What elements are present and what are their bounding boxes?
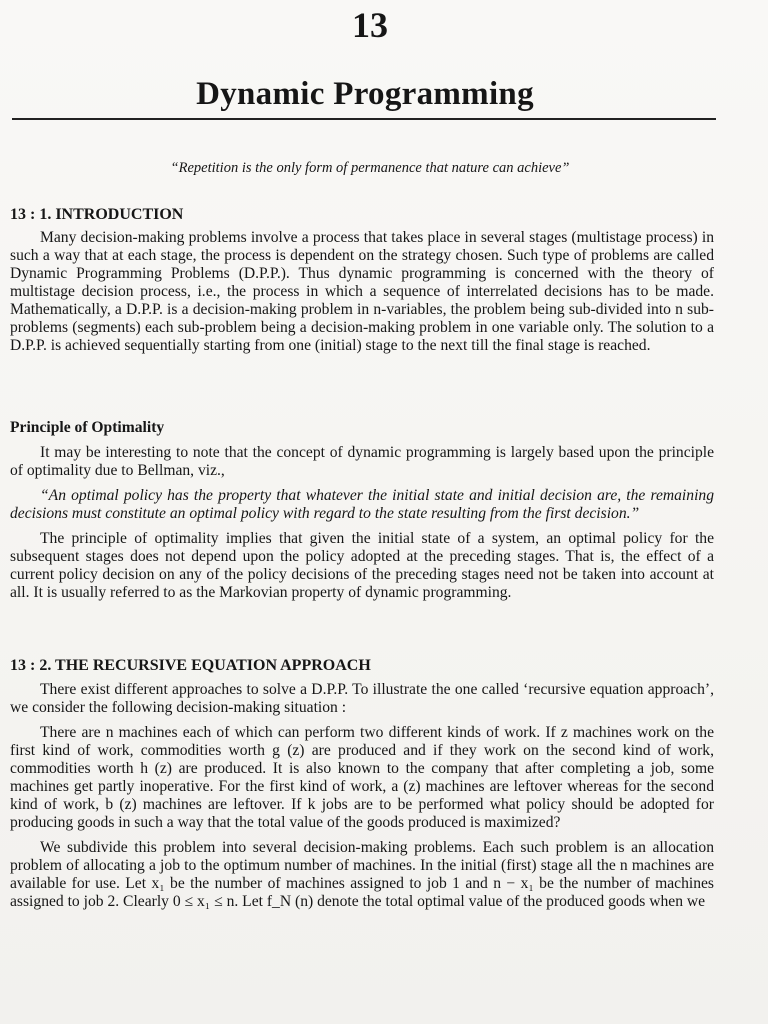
chapter-title: Dynamic Programming (196, 76, 534, 112)
section-introduction (10, 206, 714, 355)
subdivide-paragraph: We subdivide this problem into several decision-making problems. Each such problem is an allocation problem of allocating a job to the optimum number of machines. In the initial (first) stage all the n machines are available for use. Let x₁ be the number of machines assigned to job 1 and n − x₁ be the number of machines assigned to job 2. Clearly 0 ≤ x₁ ≤ n. Let f_N (n) denote the total optimal value of the produced goods when we (10, 839, 714, 910)
section-recursive-equation (10, 657, 714, 911)
principle-explanation: The principle of optimality implies that given the initial state of a system, an optimal policy for the subsequent stages does not depend upon the policy adopted at the preceding stages. That is, the effect of a current policy decision on any of the policy decisions of the preceding stages need not be taken into account at all. It is usually referred to as the Markovian property of dynamic programming. (10, 530, 714, 601)
introduction-paragraph: Many decision-making problems involve a process that takes place in several stages (multistage process) in such a way that at each stage, the process is dependent on the strategy chosen. Such type of problems are called Dynamic Programming Problems (D.P.P.). Thus dynamic programming is concerned with the theory of multistage decision process, i.e., the process in which a sequence of interrelated decisions has to be made. Mathematically, a D.P.P. is a decision-making problem in n-variables, the problem being sub-divided into n sub-problems (segments) each sub-problem being a decision-making problem in one variable only. The solution to a D.P.P. is achieved sequentially starting from one (initial) stage to the next till the final stage is reached. (10, 229, 714, 354)
epigraph: “Repetition is the only form of permanence that nature can achieve” (170, 160, 570, 176)
section-principle-of-optimality (10, 419, 714, 602)
principle-intro: It may be interesting to note that the concept of dynamic programming is largely based upon the principle of optimality due to Bellman, viz., (10, 444, 714, 479)
machines-problem: There are n machines each of which can perform two different kinds of work. If z machines work on the first kind of work, commodities worth g (z) are produced and if they work on the second kind of work, commodities worth h (z) are produced. It is also known to the company that after completing a job, some machines get partly inoperative. For the first kind of work, a (z) machines are leftover whereas for the second kind of work, b (z) machines are leftover. If k jobs are to be performed what policy should be adopted for producing goods in such a way that the total value of the goods produced is maximized? (10, 724, 714, 831)
chapter-number: 13 (352, 5, 388, 45)
bellman-quote: “An optimal policy has the property that whatever the initial state and initial decision are, the remaining decisions must constitute an optimal policy with regard to the state resulting from the first decision.” (10, 487, 714, 522)
title-rule (12, 118, 716, 120)
section-heading-recursive: 13 : 2. THE RECURSIVE EQUATION APPROACH (10, 657, 371, 674)
principle-heading: Principle of Optimality (10, 419, 165, 436)
section-heading-introduction: 13 : 1. INTRODUCTION (10, 206, 184, 223)
recursive-intro: There exist different approaches to solve a D.P.P. To illustrate the one called ‘recursive equation approach’, we consider the following decision-making situation : (10, 681, 714, 716)
